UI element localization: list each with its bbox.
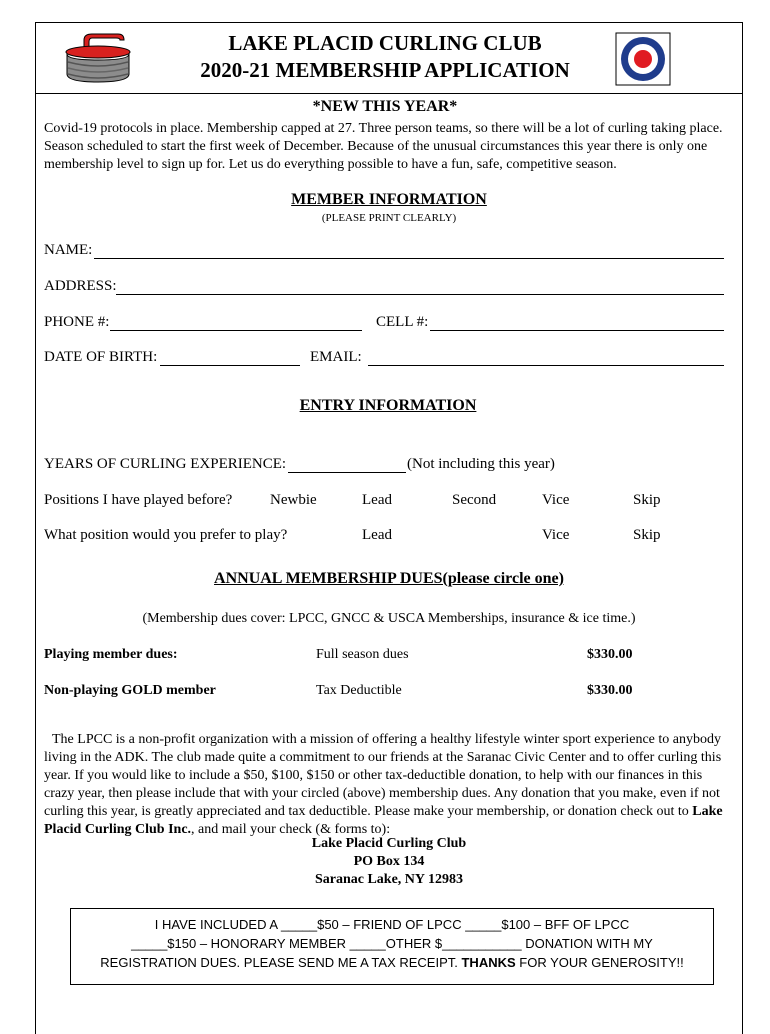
address-field[interactable] xyxy=(116,281,724,295)
nonprofit-paragraph: The LPCC is a non-profit organization with a mission of offering a healthy lifestyle winter sport experience to anybody living in the ADK. The club made quite a commitment to our friends at the Saranac Civic Center and to offer curling this year. If you would like to include a $50, $100, $150 or other tax-deductible donation, to help with our finances in this crazy year, then please include that with your circled (above) membership dues. Any donation that you make, even if not curling this year, is greatly appreciated and tax deductible. Please make your membership, or donation check out to Lake Placid Curling Club Inc., and mail your check (& forms to): xyxy=(44,732,723,837)
years-experience-field[interactable] xyxy=(288,459,406,473)
dob-field[interactable] xyxy=(160,352,300,366)
played-option-skip[interactable]: Skip xyxy=(633,492,661,508)
years-experience-label: YEARS OF CURLING EXPERIENCE: xyxy=(44,456,287,472)
club-title: LAKE PLACID CURLING CLUB xyxy=(228,31,542,55)
dues-row-label: Non-playing GOLD member xyxy=(44,683,216,698)
played-option-lead[interactable]: Lead xyxy=(362,492,392,508)
name-field[interactable] xyxy=(94,245,724,259)
email-field[interactable] xyxy=(368,352,724,366)
prefer-option-vice[interactable]: Vice xyxy=(542,527,570,543)
dues-row-label: Playing member dues: xyxy=(44,647,178,662)
phone-field[interactable] xyxy=(110,317,362,331)
new-this-year-heading: *NEW THIS YEAR* xyxy=(312,98,458,115)
print-clearly-note: (PLEASE PRINT CLEARLY) xyxy=(321,212,457,224)
dob-label: DATE OF BIRTH: xyxy=(44,349,158,365)
played-option-vice[interactable]: Vice xyxy=(542,492,570,508)
donation-line1[interactable]: I HAVE INCLUDED A _____$50 – FRIEND OF LPCC _____$100 – BFF OF LPCC xyxy=(154,917,630,932)
prefer-option-skip[interactable]: Skip xyxy=(633,527,661,543)
mailing-address-line2: PO Box 134 xyxy=(353,854,425,869)
donation-line2[interactable]: _____$150 – HONORARY MEMBER _____OTHER $___________ DONATION WITH MY xyxy=(131,936,653,951)
payee-name: Lake Placid Curling Club Inc. xyxy=(44,804,723,837)
email-label: EMAIL: xyxy=(310,349,362,365)
phone-label: PHONE #: xyxy=(44,314,110,330)
dues-row-amount[interactable]: $330.00 xyxy=(587,647,633,662)
address-label: ADDRESS: xyxy=(44,278,117,294)
dues-heading: ANNUAL MEMBERSHIP DUES(please circle one) xyxy=(214,570,564,587)
prefer-option-lead[interactable]: Lead xyxy=(362,527,392,543)
played-option-second[interactable]: Second xyxy=(452,492,497,508)
donation-line3[interactable]: REGISTRATION DUES. PLEASE SEND ME A TAX RECEIPT. THANKS FOR YOUR GENEROSITY!! xyxy=(100,955,684,970)
dues-row-desc: Tax Deductible xyxy=(316,683,402,698)
cell-field[interactable] xyxy=(430,317,724,331)
preferred-position-label: What position would you prefer to play? xyxy=(44,527,288,543)
mailing-address-line3: Saranac Lake, NY 12983 xyxy=(314,872,464,887)
name-label: NAME: xyxy=(44,242,93,258)
cell-label: CELL #: xyxy=(376,314,429,330)
donation-box xyxy=(70,908,714,985)
dues-row-amount[interactable]: $330.00 xyxy=(587,683,633,698)
new-this-year-text: Covid-19 protocols in place. Membership capped at 27. Three person teams, so there will be a lot of curling taking place. Season scheduled to start the first week of December. Because of the unusual circumstances this year there is only one membership level to sign up for. Let us do everything possible to have a fun, safe, competitive season. xyxy=(44,121,723,172)
entry-info-heading: ENTRY INFORMATION xyxy=(299,397,477,414)
application-title: 2020-21 MEMBERSHIP APPLICATION xyxy=(200,58,570,82)
member-info-heading: MEMBER INFORMATION xyxy=(291,191,487,208)
played-option-newbie[interactable]: Newbie xyxy=(270,492,317,508)
dues-row-desc: Full season dues xyxy=(316,647,409,662)
years-experience-note: (Not including this year) xyxy=(407,456,555,472)
positions-played-label: Positions I have played before? xyxy=(44,492,233,508)
dues-cover-note: (Membership dues cover: LPCC, GNCC & USCA Memberships, insurance & ice time.) xyxy=(142,611,636,626)
mailing-address-line1: Lake Placid Curling Club xyxy=(311,836,467,851)
form-body-box xyxy=(35,93,743,1034)
